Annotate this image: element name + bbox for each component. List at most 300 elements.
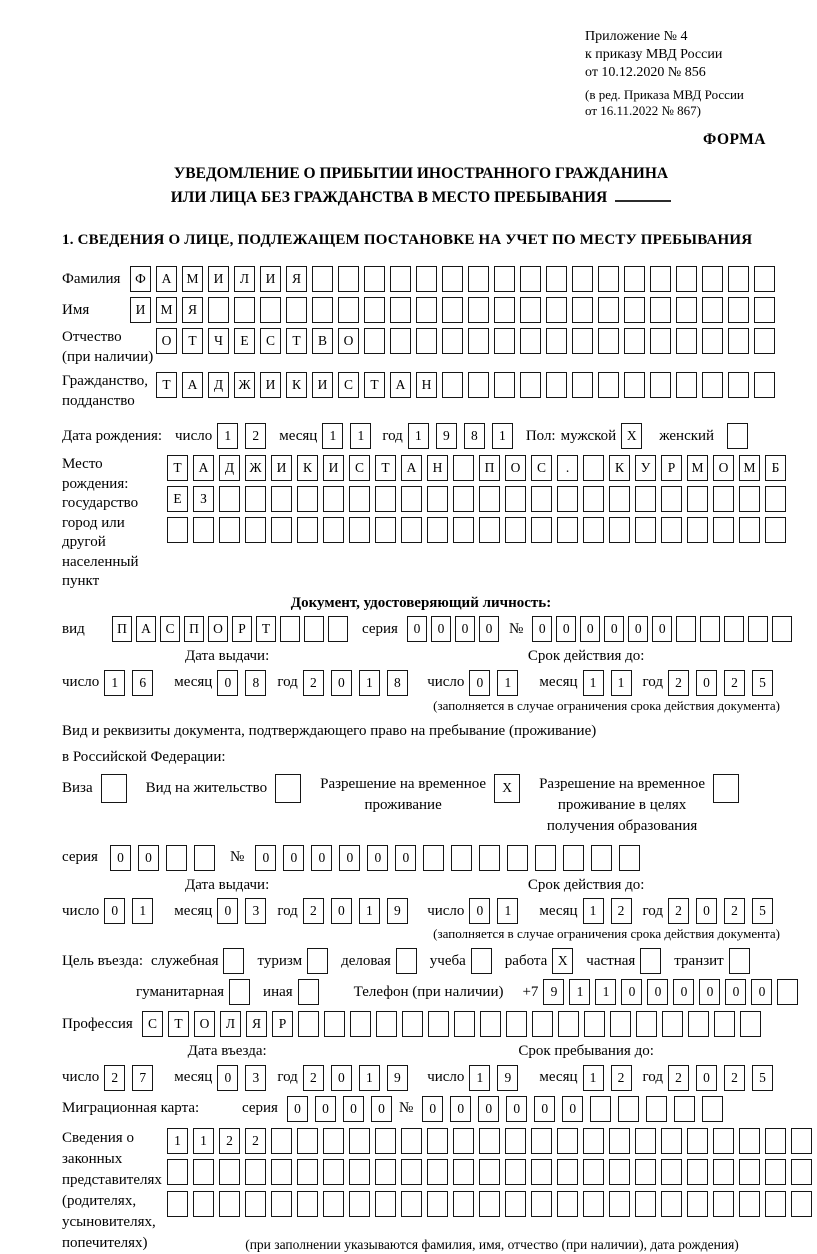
- birth-place-char-box[interactable]: А: [401, 455, 422, 481]
- doc-number-box[interactable]: [676, 616, 696, 642]
- birth-place-char-box[interactable]: Т: [167, 455, 188, 481]
- birth-place-char-box[interactable]: [271, 486, 292, 512]
- representative-char-box[interactable]: [609, 1191, 630, 1217]
- residence-number-box[interactable]: [619, 845, 640, 871]
- representative-char-box[interactable]: [609, 1128, 630, 1154]
- stay-year-box[interactable]: 2: [668, 1065, 689, 1091]
- migration-number-box[interactable]: [618, 1096, 639, 1122]
- profession-char-box[interactable]: [610, 1011, 631, 1037]
- birth-place-char-box[interactable]: [687, 517, 708, 543]
- stay-day-box[interactable]: 9: [497, 1065, 518, 1091]
- surname-char-box[interactable]: [338, 266, 359, 292]
- expiry-day-box[interactable]: 1: [497, 898, 518, 924]
- representative-char-box[interactable]: [609, 1159, 630, 1185]
- name-char-box[interactable]: И: [130, 297, 151, 323]
- representative-char-box[interactable]: [765, 1159, 786, 1185]
- citizenship-char-box[interactable]: [624, 372, 645, 398]
- surname-char-box[interactable]: [650, 266, 671, 292]
- representative-char-box[interactable]: [531, 1191, 552, 1217]
- profession-char-box[interactable]: [428, 1011, 449, 1037]
- birth-place-char-box[interactable]: [635, 486, 656, 512]
- purpose-checkbox[interactable]: [729, 948, 750, 974]
- birth-year-box[interactable]: 9: [436, 423, 457, 449]
- birth-place-char-box[interactable]: С: [349, 455, 370, 481]
- residence-number-box[interactable]: 0: [283, 845, 304, 871]
- purpose-checkbox[interactable]: [396, 948, 417, 974]
- purpose-checkbox[interactable]: [298, 979, 319, 1005]
- profession-char-box[interactable]: [714, 1011, 735, 1037]
- representative-char-box[interactable]: [791, 1159, 812, 1185]
- entry-year-box[interactable]: 0: [331, 1065, 352, 1091]
- birth-place-char-box[interactable]: [349, 517, 370, 543]
- surname-char-box[interactable]: Л: [234, 266, 255, 292]
- representative-char-box[interactable]: [687, 1159, 708, 1185]
- name-char-box[interactable]: [754, 297, 775, 323]
- representative-char-box[interactable]: [739, 1159, 760, 1185]
- birth-place-char-box[interactable]: [609, 517, 630, 543]
- birth-place-char-box[interactable]: [661, 517, 682, 543]
- profession-char-box[interactable]: [350, 1011, 371, 1037]
- issue-year-box[interactable]: 2: [303, 898, 324, 924]
- migration-series-box[interactable]: 0: [287, 1096, 308, 1122]
- representative-char-box[interactable]: [427, 1128, 448, 1154]
- patronymic-char-box[interactable]: [754, 328, 775, 354]
- profession-char-box[interactable]: [688, 1011, 709, 1037]
- patronymic-char-box[interactable]: [520, 328, 541, 354]
- birth-place-char-box[interactable]: У: [635, 455, 656, 481]
- representative-char-box[interactable]: [167, 1159, 188, 1185]
- birth-place-char-box[interactable]: [453, 486, 474, 512]
- migration-series-box[interactable]: 0: [315, 1096, 336, 1122]
- entry-day-box[interactable]: 2: [104, 1065, 125, 1091]
- representative-char-box[interactable]: [531, 1159, 552, 1185]
- representative-char-box[interactable]: [661, 1191, 682, 1217]
- birth-place-char-box[interactable]: М: [687, 455, 708, 481]
- representative-char-box[interactable]: [219, 1159, 240, 1185]
- profession-char-box[interactable]: [454, 1011, 475, 1037]
- migration-number-box[interactable]: 0: [562, 1096, 583, 1122]
- representative-char-box[interactable]: [739, 1191, 760, 1217]
- birth-place-char-box[interactable]: Б: [765, 455, 786, 481]
- profession-char-box[interactable]: [402, 1011, 423, 1037]
- surname-char-box[interactable]: И: [208, 266, 229, 292]
- stay-month-box[interactable]: 2: [611, 1065, 632, 1091]
- stay-year-box[interactable]: 5: [752, 1065, 773, 1091]
- representative-char-box[interactable]: [687, 1191, 708, 1217]
- migration-number-box[interactable]: [674, 1096, 695, 1122]
- residence-number-box[interactable]: [451, 845, 472, 871]
- surname-char-box[interactable]: [312, 266, 333, 292]
- birth-place-char-box[interactable]: [297, 486, 318, 512]
- citizenship-char-box[interactable]: Д: [208, 372, 229, 398]
- name-char-box[interactable]: [208, 297, 229, 323]
- birth-month-box[interactable]: 1: [322, 423, 343, 449]
- representative-char-box[interactable]: [323, 1191, 344, 1217]
- entry-month-box[interactable]: 0: [217, 1065, 238, 1091]
- name-char-box[interactable]: [598, 297, 619, 323]
- surname-char-box[interactable]: [546, 266, 567, 292]
- residence-number-box[interactable]: [563, 845, 584, 871]
- profession-char-box[interactable]: [480, 1011, 501, 1037]
- doc-kind-char-box[interactable]: Т: [256, 616, 276, 642]
- phone-digit-box[interactable]: 0: [725, 979, 746, 1005]
- birth-place-char-box[interactable]: Р: [661, 455, 682, 481]
- patronymic-char-box[interactable]: [390, 328, 411, 354]
- birth-place-char-box[interactable]: [661, 486, 682, 512]
- birth-place-char-box[interactable]: [245, 486, 266, 512]
- birth-place-char-box[interactable]: [583, 517, 604, 543]
- citizenship-char-box[interactable]: Н: [416, 372, 437, 398]
- name-char-box[interactable]: [494, 297, 515, 323]
- patronymic-char-box[interactable]: [676, 328, 697, 354]
- birth-day-box[interactable]: 1: [217, 423, 238, 449]
- doc-series-box[interactable]: 0: [479, 616, 499, 642]
- birth-place-char-box[interactable]: [297, 517, 318, 543]
- name-char-box[interactable]: [364, 297, 385, 323]
- birth-place-char-box[interactable]: К: [609, 455, 630, 481]
- issue-year-box[interactable]: 9: [387, 898, 408, 924]
- surname-char-box[interactable]: М: [182, 266, 203, 292]
- representative-char-box[interactable]: [505, 1128, 526, 1154]
- stay-month-box[interactable]: 1: [583, 1065, 604, 1091]
- issue-year-box[interactable]: 1: [359, 670, 380, 696]
- profession-char-box[interactable]: [506, 1011, 527, 1037]
- doc-number-box[interactable]: 0: [580, 616, 600, 642]
- citizenship-char-box[interactable]: [520, 372, 541, 398]
- birth-year-box[interactable]: 1: [492, 423, 513, 449]
- patronymic-char-box[interactable]: [442, 328, 463, 354]
- profession-char-box[interactable]: Л: [220, 1011, 241, 1037]
- doc-kind-char-box[interactable]: [304, 616, 324, 642]
- representative-char-box[interactable]: [323, 1159, 344, 1185]
- patronymic-char-box[interactable]: Е: [234, 328, 255, 354]
- representative-char-box[interactable]: [713, 1159, 734, 1185]
- birth-place-char-box[interactable]: [375, 486, 396, 512]
- birth-place-char-box[interactable]: .: [557, 455, 578, 481]
- citizenship-char-box[interactable]: Т: [364, 372, 385, 398]
- profession-char-box[interactable]: [532, 1011, 553, 1037]
- representative-char-box[interactable]: [375, 1191, 396, 1217]
- male-checkbox[interactable]: X: [621, 423, 642, 449]
- name-char-box[interactable]: [286, 297, 307, 323]
- citizenship-char-box[interactable]: К: [286, 372, 307, 398]
- birth-place-char-box[interactable]: [713, 486, 734, 512]
- expiry-day-box[interactable]: 1: [497, 670, 518, 696]
- name-char-box[interactable]: М: [156, 297, 177, 323]
- expiry-year-box[interactable]: 0: [696, 898, 717, 924]
- representative-char-box[interactable]: [557, 1159, 578, 1185]
- phone-digit-box[interactable]: 1: [569, 979, 590, 1005]
- surname-char-box[interactable]: [468, 266, 489, 292]
- doc-number-box[interactable]: 0: [532, 616, 552, 642]
- issue-year-box[interactable]: 0: [331, 898, 352, 924]
- purpose-checkbox[interactable]: X: [552, 948, 573, 974]
- expiry-year-box[interactable]: 5: [752, 670, 773, 696]
- expiry-year-box[interactable]: 5: [752, 898, 773, 924]
- patronymic-char-box[interactable]: Ч: [208, 328, 229, 354]
- issue-year-box[interactable]: 2: [303, 670, 324, 696]
- representative-char-box[interactable]: [739, 1128, 760, 1154]
- representative-char-box[interactable]: [765, 1191, 786, 1217]
- birth-place-char-box[interactable]: [323, 517, 344, 543]
- birth-place-char-box[interactable]: [531, 517, 552, 543]
- representative-char-box[interactable]: [271, 1128, 292, 1154]
- birth-place-char-box[interactable]: [713, 517, 734, 543]
- citizenship-char-box[interactable]: Т: [156, 372, 177, 398]
- birth-place-char-box[interactable]: [635, 517, 656, 543]
- stay-day-box[interactable]: 1: [469, 1065, 490, 1091]
- patronymic-char-box[interactable]: В: [312, 328, 333, 354]
- phone-digit-box[interactable]: 0: [647, 979, 668, 1005]
- patronymic-char-box[interactable]: [546, 328, 567, 354]
- migration-number-box[interactable]: 0: [478, 1096, 499, 1122]
- profession-char-box[interactable]: [584, 1011, 605, 1037]
- residence-number-box[interactable]: 0: [339, 845, 360, 871]
- issue-year-box[interactable]: 1: [359, 898, 380, 924]
- profession-char-box[interactable]: [662, 1011, 683, 1037]
- representative-char-box[interactable]: [323, 1128, 344, 1154]
- profession-char-box[interactable]: [636, 1011, 657, 1037]
- birth-place-char-box[interactable]: А: [193, 455, 214, 481]
- expiry-year-box[interactable]: 2: [668, 670, 689, 696]
- temp-residence-edu-checkbox[interactable]: [713, 774, 739, 803]
- purpose-checkbox[interactable]: [307, 948, 328, 974]
- patronymic-char-box[interactable]: [728, 328, 749, 354]
- name-char-box[interactable]: [338, 297, 359, 323]
- birth-place-char-box[interactable]: [427, 517, 448, 543]
- doc-kind-char-box[interactable]: П: [184, 616, 204, 642]
- citizenship-char-box[interactable]: [494, 372, 515, 398]
- patronymic-char-box[interactable]: [650, 328, 671, 354]
- issue-year-box[interactable]: 8: [387, 670, 408, 696]
- temp-residence-checkbox[interactable]: X: [494, 774, 520, 803]
- birth-place-char-box[interactable]: О: [505, 455, 526, 481]
- birth-place-char-box[interactable]: Н: [427, 455, 448, 481]
- representative-char-box[interactable]: [271, 1159, 292, 1185]
- representative-char-box[interactable]: [505, 1191, 526, 1217]
- representative-char-box[interactable]: [349, 1159, 370, 1185]
- name-char-box[interactable]: [676, 297, 697, 323]
- expiry-year-box[interactable]: 2: [668, 898, 689, 924]
- migration-number-box[interactable]: 0: [450, 1096, 471, 1122]
- birth-day-box[interactable]: 2: [245, 423, 266, 449]
- patronymic-char-box[interactable]: О: [338, 328, 359, 354]
- patronymic-char-box[interactable]: [572, 328, 593, 354]
- representative-char-box[interactable]: [583, 1159, 604, 1185]
- birth-place-char-box[interactable]: [401, 517, 422, 543]
- residence-series-box[interactable]: [194, 845, 215, 871]
- birth-place-char-box[interactable]: [505, 486, 526, 512]
- residence-number-box[interactable]: [507, 845, 528, 871]
- representative-char-box[interactable]: [245, 1191, 266, 1217]
- surname-char-box[interactable]: [754, 266, 775, 292]
- migration-number-box[interactable]: 0: [506, 1096, 527, 1122]
- representative-char-box[interactable]: [219, 1191, 240, 1217]
- representative-char-box[interactable]: [479, 1128, 500, 1154]
- representative-char-box[interactable]: [765, 1128, 786, 1154]
- patronymic-char-box[interactable]: [624, 328, 645, 354]
- expiry-month-box[interactable]: 1: [583, 670, 604, 696]
- citizenship-char-box[interactable]: А: [182, 372, 203, 398]
- representative-char-box[interactable]: [583, 1191, 604, 1217]
- representative-char-box[interactable]: [245, 1159, 266, 1185]
- birth-place-char-box[interactable]: [349, 486, 370, 512]
- migration-series-box[interactable]: 0: [343, 1096, 364, 1122]
- representative-char-box[interactable]: [427, 1159, 448, 1185]
- birth-place-char-box[interactable]: Д: [219, 455, 240, 481]
- name-char-box[interactable]: [416, 297, 437, 323]
- birth-place-char-box[interactable]: О: [713, 455, 734, 481]
- doc-number-box[interactable]: 0: [652, 616, 672, 642]
- representative-char-box[interactable]: [531, 1128, 552, 1154]
- residence-number-box[interactable]: 0: [311, 845, 332, 871]
- representative-char-box[interactable]: [375, 1159, 396, 1185]
- issue-month-box[interactable]: 3: [245, 898, 266, 924]
- doc-kind-char-box[interactable]: Р: [232, 616, 252, 642]
- expiry-month-box[interactable]: 1: [611, 670, 632, 696]
- issue-year-box[interactable]: 0: [331, 670, 352, 696]
- residence-number-box[interactable]: [479, 845, 500, 871]
- birth-place-char-box[interactable]: [531, 486, 552, 512]
- name-char-box[interactable]: [520, 297, 541, 323]
- birth-place-char-box[interactable]: З: [193, 486, 214, 512]
- birth-place-char-box[interactable]: [687, 486, 708, 512]
- issue-month-box[interactable]: 8: [245, 670, 266, 696]
- entry-year-box[interactable]: 1: [359, 1065, 380, 1091]
- name-char-box[interactable]: [624, 297, 645, 323]
- citizenship-char-box[interactable]: [754, 372, 775, 398]
- representative-char-box[interactable]: [193, 1159, 214, 1185]
- representative-char-box[interactable]: [297, 1128, 318, 1154]
- migration-number-box[interactable]: [702, 1096, 723, 1122]
- representative-char-box[interactable]: [635, 1128, 656, 1154]
- patronymic-char-box[interactable]: [416, 328, 437, 354]
- birth-place-char-box[interactable]: М: [739, 455, 760, 481]
- patronymic-char-box[interactable]: О: [156, 328, 177, 354]
- birth-place-char-box[interactable]: [271, 517, 292, 543]
- residence-number-box[interactable]: 0: [367, 845, 388, 871]
- representative-char-box[interactable]: [401, 1159, 422, 1185]
- representative-char-box[interactable]: [453, 1128, 474, 1154]
- patronymic-char-box[interactable]: [494, 328, 515, 354]
- representative-char-box[interactable]: 1: [193, 1128, 214, 1154]
- birth-place-char-box[interactable]: [219, 517, 240, 543]
- doc-kind-char-box[interactable]: О: [208, 616, 228, 642]
- surname-char-box[interactable]: [702, 266, 723, 292]
- representative-char-box[interactable]: 2: [219, 1128, 240, 1154]
- doc-series-box[interactable]: 0: [407, 616, 427, 642]
- migration-number-box[interactable]: 0: [534, 1096, 555, 1122]
- citizenship-char-box[interactable]: [442, 372, 463, 398]
- issue-month-box[interactable]: 0: [217, 898, 238, 924]
- representative-char-box[interactable]: [401, 1191, 422, 1217]
- doc-kind-char-box[interactable]: А: [136, 616, 156, 642]
- profession-char-box[interactable]: С: [142, 1011, 163, 1037]
- expiry-month-box[interactable]: 2: [611, 898, 632, 924]
- phone-digit-box[interactable]: 0: [751, 979, 772, 1005]
- name-char-box[interactable]: [728, 297, 749, 323]
- profession-char-box[interactable]: О: [194, 1011, 215, 1037]
- representative-char-box[interactable]: [297, 1159, 318, 1185]
- name-char-box[interactable]: [390, 297, 411, 323]
- expiry-year-box[interactable]: 2: [724, 898, 745, 924]
- surname-char-box[interactable]: [364, 266, 385, 292]
- surname-char-box[interactable]: [442, 266, 463, 292]
- purpose-checkbox[interactable]: [471, 948, 492, 974]
- purpose-checkbox[interactable]: [229, 979, 250, 1005]
- citizenship-char-box[interactable]: [598, 372, 619, 398]
- surname-char-box[interactable]: [598, 266, 619, 292]
- birth-place-char-box[interactable]: [609, 486, 630, 512]
- expiry-day-box[interactable]: 0: [469, 898, 490, 924]
- representative-char-box[interactable]: [479, 1191, 500, 1217]
- surname-char-box[interactable]: Я: [286, 266, 307, 292]
- citizenship-char-box[interactable]: [468, 372, 489, 398]
- patronymic-char-box[interactable]: [598, 328, 619, 354]
- profession-char-box[interactable]: Р: [272, 1011, 293, 1037]
- representative-char-box[interactable]: [271, 1191, 292, 1217]
- stay-year-box[interactable]: 2: [724, 1065, 745, 1091]
- representative-char-box[interactable]: [791, 1128, 812, 1154]
- name-char-box[interactable]: [442, 297, 463, 323]
- representative-char-box[interactable]: [479, 1159, 500, 1185]
- representative-char-box[interactable]: [557, 1191, 578, 1217]
- birth-place-char-box[interactable]: П: [479, 455, 500, 481]
- doc-number-box[interactable]: [700, 616, 720, 642]
- representative-char-box[interactable]: 2: [245, 1128, 266, 1154]
- birth-place-char-box[interactable]: [583, 486, 604, 512]
- issue-day-box[interactable]: 1: [132, 898, 153, 924]
- representative-char-box[interactable]: [661, 1159, 682, 1185]
- phone-digit-box[interactable]: 0: [673, 979, 694, 1005]
- profession-char-box[interactable]: [324, 1011, 345, 1037]
- surname-char-box[interactable]: [572, 266, 593, 292]
- residence-number-box[interactable]: 0: [395, 845, 416, 871]
- representative-char-box[interactable]: [375, 1128, 396, 1154]
- surname-char-box[interactable]: [494, 266, 515, 292]
- issue-day-box[interactable]: 1: [104, 670, 125, 696]
- birth-place-char-box[interactable]: [453, 517, 474, 543]
- name-char-box[interactable]: Я: [182, 297, 203, 323]
- name-char-box[interactable]: [650, 297, 671, 323]
- representative-char-box[interactable]: [687, 1128, 708, 1154]
- name-char-box[interactable]: [468, 297, 489, 323]
- birth-place-char-box[interactable]: [505, 517, 526, 543]
- phone-digit-box[interactable]: 0: [621, 979, 642, 1005]
- entry-year-box[interactable]: 9: [387, 1065, 408, 1091]
- representative-char-box[interactable]: [557, 1128, 578, 1154]
- surname-char-box[interactable]: [520, 266, 541, 292]
- residence-number-box[interactable]: [535, 845, 556, 871]
- entry-day-box[interactable]: 7: [132, 1065, 153, 1091]
- birth-place-char-box[interactable]: [193, 517, 214, 543]
- representative-char-box[interactable]: [635, 1159, 656, 1185]
- patronymic-char-box[interactable]: С: [260, 328, 281, 354]
- migration-number-box[interactable]: [590, 1096, 611, 1122]
- visa-checkbox[interactable]: [101, 774, 127, 803]
- name-char-box[interactable]: [234, 297, 255, 323]
- phone-digit-box[interactable]: 0: [699, 979, 720, 1005]
- residence-series-box[interactable]: 0: [138, 845, 159, 871]
- expiry-day-box[interactable]: 0: [469, 670, 490, 696]
- surname-char-box[interactable]: [390, 266, 411, 292]
- residence-number-box[interactable]: 0: [255, 845, 276, 871]
- entry-year-box[interactable]: 2: [303, 1065, 324, 1091]
- residence-number-box[interactable]: [423, 845, 444, 871]
- expiry-year-box[interactable]: 2: [724, 670, 745, 696]
- entry-month-box[interactable]: 3: [245, 1065, 266, 1091]
- doc-series-box[interactable]: 0: [455, 616, 475, 642]
